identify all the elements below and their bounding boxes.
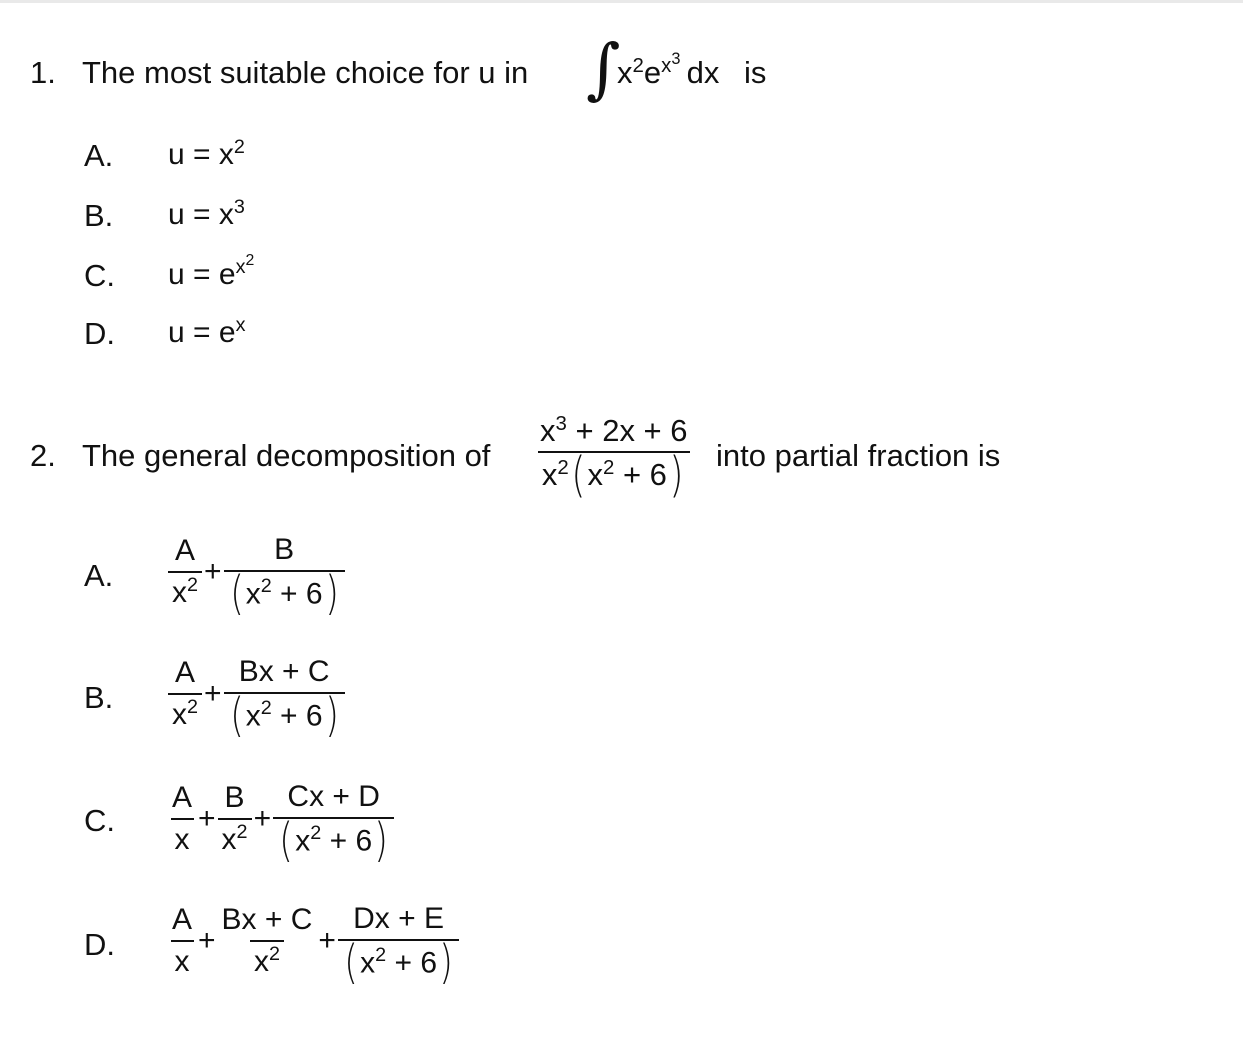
q2-option-c-letter: C. xyxy=(84,803,115,838)
question-2-fraction: $\frac{x^3 + 2x + 6}{x^2(x^2 + 6)}$ xyxy=(536,413,692,494)
question-2-suffix: into partial fraction is xyxy=(716,438,1001,473)
q1-option-c-letter: C. xyxy=(84,258,115,293)
integral-sign-icon: ∫ xyxy=(586,30,621,107)
top-border xyxy=(0,0,1243,3)
q2-option-a-letter: A. xyxy=(84,558,114,593)
q1-option-b-letter: B. xyxy=(84,198,114,233)
question-2-text: The general decomposition of xyxy=(82,438,491,473)
question-2-number: 2. xyxy=(30,438,56,473)
question-1-suffix: is xyxy=(744,55,767,90)
q1-option-d: $u = e^x$ xyxy=(168,314,246,349)
q1-option-c: $u = e^{x^2}$ xyxy=(168,252,255,291)
q1-option-a-letter: A. xyxy=(84,138,114,173)
q2-option-b-letter: B. xyxy=(84,680,114,715)
question-1-text: The most suitable choice for u in xyxy=(82,55,529,90)
q2-option-b: $\frac{A}{x^2}$ + $\frac{Bx + C}{(x^2 + 6)}$ xyxy=(168,655,345,734)
q1-option-b: $u = x^3$ xyxy=(168,196,245,231)
q2-option-d-letter: D. xyxy=(84,927,115,962)
q2-option-a: $\frac{A}{x^2}$ + $\frac{B}{(x^2 + 6)}$ xyxy=(168,533,345,612)
q1-option-a: $u = x^2$ xyxy=(168,136,245,171)
question-1-number: 1. xyxy=(30,55,56,90)
q2-option-d: $\frac{A}{x}$ + $\frac{Bx + C}{x^2}$ + $\frac{Dx + E}{(x^2 + 6)}$ xyxy=(168,902,459,981)
fraction-b-over-x2-plus-6: $\frac{B}{(x^2 + 6)}$ xyxy=(224,533,345,612)
q1-option-d-letter: D. xyxy=(84,316,115,351)
q2-option-c: $\frac{A}{x}$ + $\frac{B}{x^2}$ + $\frac{Cx + D}{(x^2 + 6)}$ xyxy=(168,780,394,859)
question-1-integrand: $x^2e^{x^3}$ dx xyxy=(617,49,720,90)
fraction-a-over-x2: $\frac{A}{x^2}$ xyxy=(168,534,202,610)
